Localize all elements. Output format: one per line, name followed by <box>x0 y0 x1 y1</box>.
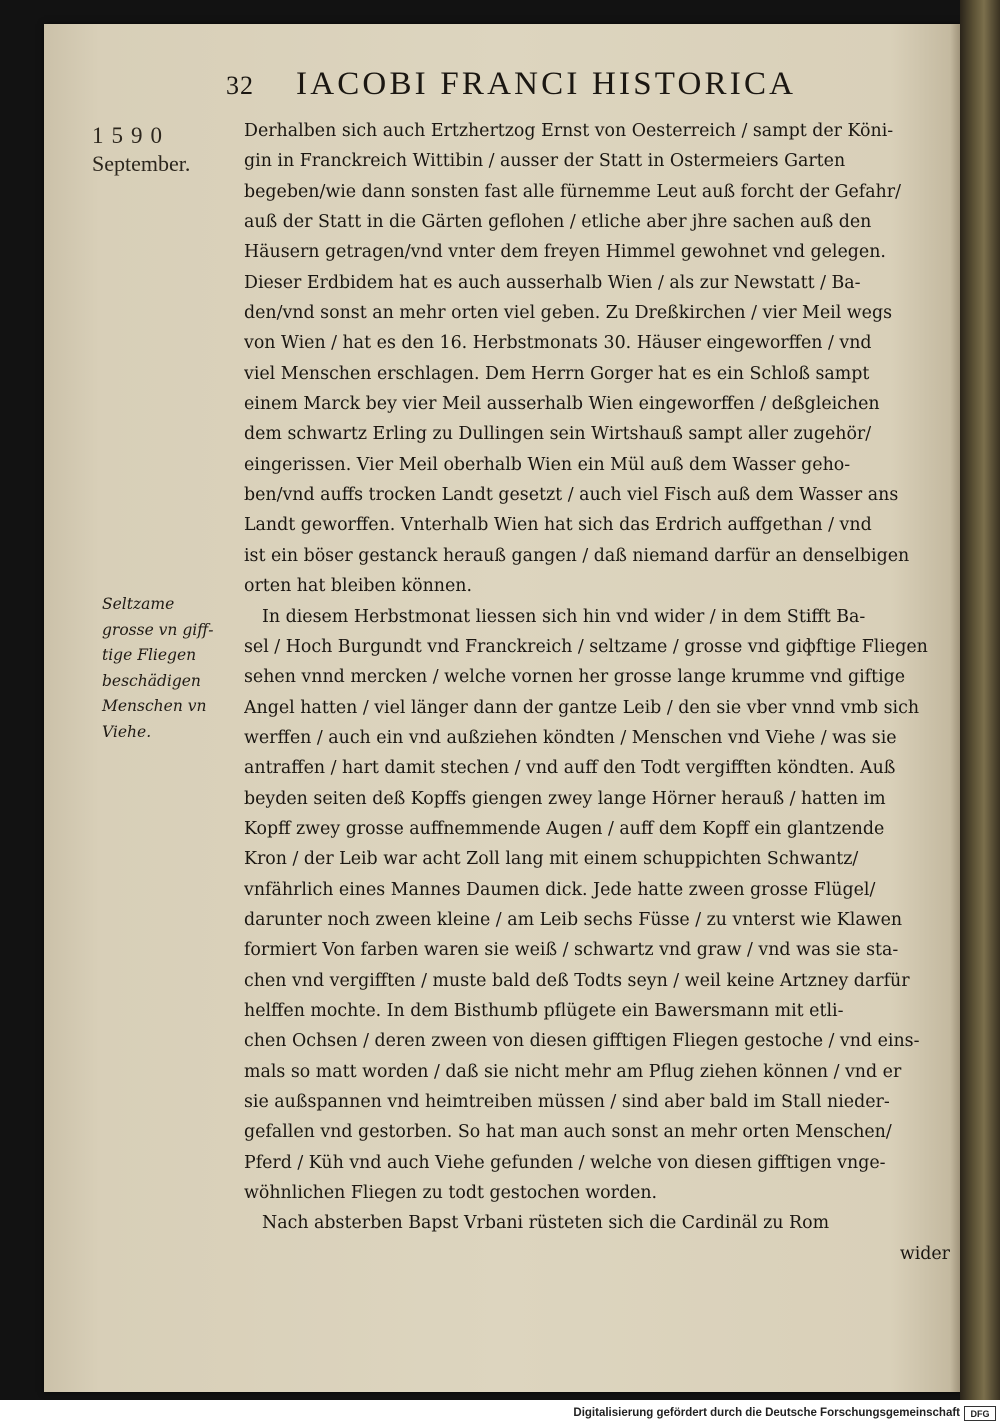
text-line: gin in Franckreich Wittibin / ausser der Statt in Ostermeiers Garten <box>244 151 846 172</box>
margin-note-line: beschädigen <box>102 671 201 690</box>
text-line: Dieser Erdbidem hat es auch ausserhalb Wien / als zur Newstatt / Ba- <box>244 272 861 293</box>
text-line: gefallen vnd gestorben. So hat man auch sonst an mehr orten Menschen/ <box>244 1122 892 1143</box>
text-line: einem Marck bey vier Meil ausserhalb Wien eingeworffen / deßgleichen <box>244 394 880 415</box>
margin-note <box>102 592 242 745</box>
text-line: sie außspannen vnd heimtreiben müssen / sind aber bald im Stall nieder- <box>244 1092 890 1112</box>
margin-month: September. <box>92 151 191 176</box>
text-line: auß der Statt in die Gärten geflohen / etliche aber jhre sachen auß den <box>244 212 872 233</box>
text-line: sel / Hoch Burgundt vnd Franckreich / seltzame / grosse vnd giфftige Fliegen <box>244 636 928 657</box>
footer-bar <box>0 1400 1000 1427</box>
text-line: eingerissen. Vier Meil oberhalb Wien ein Mül auß dem Wasser geho- <box>244 454 851 475</box>
text-line: Angel hatten / viel länger dann der gantze Leib / den sie vber vnnd vmb sich <box>244 697 920 718</box>
text-line: Häusern getragen/vnd vnter dem freyen Himmel gewohnet vnd gelegen. <box>244 242 886 263</box>
text-line: Kopff zwey grosse auffnemmende Augen / auff dem Kopff ein glantzende <box>244 818 885 839</box>
margin-note-line: Seltzame <box>102 595 175 613</box>
text-line: Nach absterben Bapst Vrbani rüsteten sich die Cardinäl zu Rom <box>262 1213 830 1234</box>
book-spine-edge <box>960 0 1000 1400</box>
text-line: Landt geworffen. Vnterhalb Wien hat sich das Erdrich auffgethan / vnd <box>244 515 872 536</box>
text-line: darunter noch zween kleine / am Leib sechs Füsse / zu vnterst wie Klawen <box>244 909 903 930</box>
margin-note-line: Menschen vn <box>102 697 207 715</box>
text-line: In diesem Herbstmonat liessen sich hin vnd wider / in dem Stifft Ba- <box>262 606 866 627</box>
text-line: ist ein böser gestanck herauß gangen / daß niemand darfür an denselbigen <box>244 545 910 566</box>
text-line: dem schwartz Erling zu Dullingen sein Wirtshauß sampt aller zugehör/ <box>244 424 872 445</box>
page-number: 32 <box>226 71 254 100</box>
margin-date <box>92 122 232 178</box>
text-line: Derhalben sich auch Ertzhertzog Ernst von Oesterreich / sampt der Köni- <box>244 121 894 141</box>
text-line: ben/vnd auffs trocken Landt gesetzt / auch viel Fisch auß dem Wasser ans <box>244 485 899 506</box>
margin-note-line: grosse vn giff- <box>102 620 214 639</box>
text-line: sehen vnnd mercken / welche vornen her grosse lange krumme vnd giftige <box>244 667 906 688</box>
text-line: mals so matt worden / daß sie nicht mehr am Pflug ziehen können / vnd er <box>244 1061 902 1082</box>
text-line: beyden seiten deß Kopffs giengen zwey lange Hörner herauß / hatten im <box>244 788 886 809</box>
text-line: chen vnd vergifften / muste bald deß Todts seyn / weil keine Artzney darfür <box>244 970 910 991</box>
dfg-logo: DFG <box>964 1406 996 1421</box>
margin-year: 1590 <box>92 123 170 148</box>
text-line: chen Ochsen / deren zween von diesen gifftigen Fliegen gestoche / vnd eins- <box>244 1031 920 1052</box>
body-text <box>244 116 956 1269</box>
funding-credit: Digitalisierung gefördert durch die Deutsche Forschungsgemeinschaft <box>573 1407 960 1419</box>
text-line: helffen mochte. In dem Bisthumb pflügete ein Bawersmann mit etli- <box>244 1000 844 1021</box>
text-line: viel Menschen erschlagen. Dem Herrn Gorger hat es ein Schloß sampt <box>244 363 870 384</box>
catchword: wider <box>899 1243 950 1264</box>
text-line: Kron / der Leib war acht Zoll lang mit einem schuppichten Schwantz/ <box>244 849 859 870</box>
text-line: orten hat bleiben können. <box>244 576 473 597</box>
text-line: formiert Von farben waren sie weiß / schwartz vnd graw / vnd was sie sta- <box>244 940 899 961</box>
margin-note-line: Viehe. <box>102 722 152 741</box>
running-header <box>226 66 886 116</box>
running-title: IACOBI FRANCI HISTORICA <box>296 66 797 102</box>
text-line: antraffen / hart damit stechen / vnd auff den Todt vergifften köndten. Auß <box>244 758 896 779</box>
margin-note-line: tige Fliegen <box>102 646 197 664</box>
text-line: von Wien / hat es den 16. Herbstmonats 30. Häuser eingeworffen / vnd <box>244 333 872 354</box>
text-line: werffen / auch ein vnd außziehen köndten / Menschen vnd Viehe / was sie <box>244 727 897 748</box>
text-line: begeben/wie dann sonsten fast alle fürnemme Leut auß forcht der Gefahr/ <box>244 181 901 202</box>
text-line: Pferd / Küh vnd auch Viehe gefunden / welche von diesen gifftigen vnge- <box>244 1152 886 1173</box>
text-line: den/vnd sonst an mehr orten viel geben. Zu Dreßkirchen / vier Meil wegs <box>244 303 893 324</box>
text-line: wöhnlichen Fliegen zu todt gestochen worden. <box>244 1183 658 1204</box>
text-line: vnfährlich eines Mannes Daumen dick. Jede hatte zween grosse Flügel/ <box>244 879 876 900</box>
